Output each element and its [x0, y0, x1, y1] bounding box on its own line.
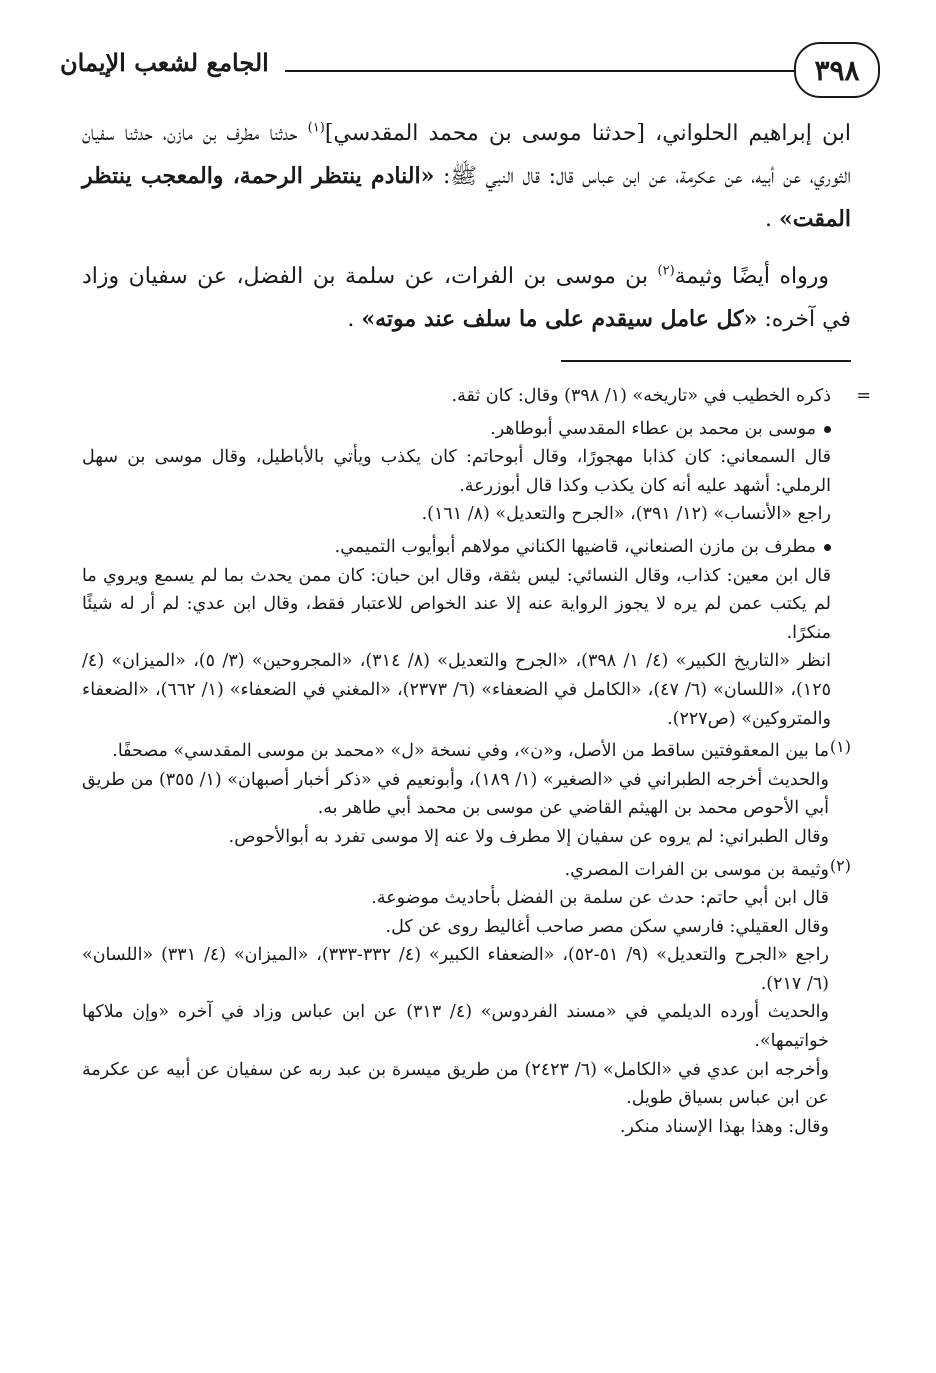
- footnote-text: والحديث أخرجه الطبراني في «الصغير» (١/ ١٨٩)، وأبونعيم في «ذكر أخبار أصبهان» (١/ ٣٥٥) من طريق أبي الأحوص محمد بن الهيثم القاضي عن موسى بن محمد أبي طاهر به.: [82, 769, 829, 819]
- text-run: بن موسى بن الفرات، عن سلمة بن الفضل، عن سفيان وزاد في آخره:: [82, 264, 851, 332]
- footnote-text: وأخرجه ابن عدي في «الكامل» (٦/ ٢٤٢٣) من طريق ميسرة بن عبد ربه عن سفيان عن أبيه عن عكرمة عن ابن عباس بسياق طويل.: [82, 1059, 829, 1109]
- hadith-quote: «النادم ينتظر الرحمة، والمعجب ينتظر المقت»: [82, 163, 851, 232]
- bullet-icon: [824, 426, 831, 433]
- footnote-text: والحديث أورده الديلمي في «مسند الفردوس» (٤/ ٣١٣) عن ابن عباس وزاد في آخره «وإن ملاكها خواتيمها».: [82, 1002, 829, 1052]
- footnote-text: وقال: وهذا بهذا الإسناد منكر.: [619, 1116, 829, 1137]
- narrator-title: مطرف بن مازن الصنعاني، قاضيها الكناني مولاهم أبوأيوب التميمي.: [334, 536, 816, 557]
- footnote-continuation: [82, 382, 871, 411]
- hadith-quote: «كل عامل سيقدم على ما سلف عند موته»: [361, 306, 758, 332]
- text-run: .: [347, 307, 362, 332]
- footnote-text: ما بين المعقوفتين ساقط من الأصل، و«ن»، وفي نسخة «ل» «محمد بن موسى المقدسي» مصحفًا.: [112, 741, 829, 762]
- footnotes: [82, 382, 871, 1145]
- footnote-text: قال ابن معين: كذاب، وقال النسائي: ليس بثقة، وقال ابن حبان: كان ممن يحدث بما لم يسمع ويروي ما لم يكتب عمن لم يره لا يجوز الرواية عنه إلا عند الخواص للاعتبار فقط، وقال ابن عدي: لم أر له شيئًا منكرًا.: [82, 565, 831, 643]
- footnote-marker: (١): [829, 737, 851, 757]
- text-run: ورواه أيضًا وثيمة: [674, 264, 829, 289]
- footnote-text: وثيمة بن موسى بن الفرات المصري.: [564, 859, 829, 880]
- footnote-1: [82, 737, 851, 851]
- footnote-marker: (٢): [829, 855, 851, 875]
- page-number-badge: ٣٩٨: [794, 42, 880, 98]
- footnote-text: راجع «الأنساب» (١٢/ ٣٩١)، «الجرح والتعديل» (٨/ ١٦١).: [421, 504, 831, 525]
- text-run: ابن إبراهيم الحلواني، [حدثنا موسى بن محمد المقدسي]: [324, 121, 851, 146]
- text-run: .: [764, 207, 779, 232]
- footnote-text: انظر «التاريخ الكبير» (٤/ ١/ ٣٩٨)، «الجرح والتعديل» (٨/ ٣١٤)، «المجروحين» (٣/ ٥)، «الميزان» (٤/ ١٢٥)، «اللسان» (٦/ ٤٧)، «الكامل في الضعفاء» (٦/ ٢٣٧٣)، «المغني في الضعفاء» (١/ ٦٦٢)، «الضعفاء والمتروكين» (ص٢٢٧).: [82, 651, 832, 729]
- main-paragraph-1: [82, 112, 851, 241]
- footnote-ref-1[interactable]: (١): [307, 120, 325, 136]
- footnote-2: [82, 856, 851, 1142]
- footnote-text: قال السمعاني: كان كذابا مهجورًا، وقال أبوحاتم: كان يكذب ويأتي بالأباطيل، وقال موسى بن سهل الرملي: أشهد عليه أنه كان يكذب وكذا قال أبوزرعة.: [82, 447, 831, 496]
- narrator-entry: [82, 533, 851, 733]
- book-title: الجامع لشعب الإيمان: [60, 48, 269, 77]
- footnote-text: راجع «الجرح والتعديل» (٩/ ٥١-٥٢)، «الضعفاء الكبير» (٤/ ٣٣٢-٣٣٣)، «الميزان» (٤/ ٣٣١) «اللسان» (٦/ ٢١٧).: [82, 945, 829, 994]
- footnote-text: ذكره الخطيب في «تاريخه» (١/ ٣٩٨) وقال: كان ثقة.: [451, 386, 831, 406]
- text-run: حدثنا مطرف بن مازن، حدثنا سفيان الثوري، عن أبيه، عن عكرمة، عن ابن عباس قال: قال النبي ﷺ:: [82, 121, 851, 189]
- footnote-divider: [561, 360, 851, 362]
- main-paragraph-2: [82, 255, 851, 341]
- bullet-icon: [824, 544, 831, 551]
- page-header: [60, 42, 880, 102]
- main-text: [82, 112, 851, 355]
- footnote-text: قال ابن أبي حاتم: حدث عن سلمة بن الفضل بأحاديث موضوعة.: [371, 888, 829, 909]
- narrator-title: موسى بن محمد بن عطاء المقدسي أبوطاهر.: [490, 418, 816, 439]
- footnote-text: وقال الطبراني: لم يروه عن سفيان إلا مطرف ولا عنه إلا موسى تفرد به أبوالأحوص.: [228, 826, 829, 847]
- narrator-entry: [82, 415, 851, 529]
- continuation-marker: =: [856, 386, 871, 406]
- footnote-text: وقال العقيلي: فارسي سكن مصر صاحب أغاليط روى عن كل.: [385, 916, 829, 937]
- footnote-ref-2[interactable]: (٢): [657, 263, 675, 279]
- header-rule: [285, 70, 796, 72]
